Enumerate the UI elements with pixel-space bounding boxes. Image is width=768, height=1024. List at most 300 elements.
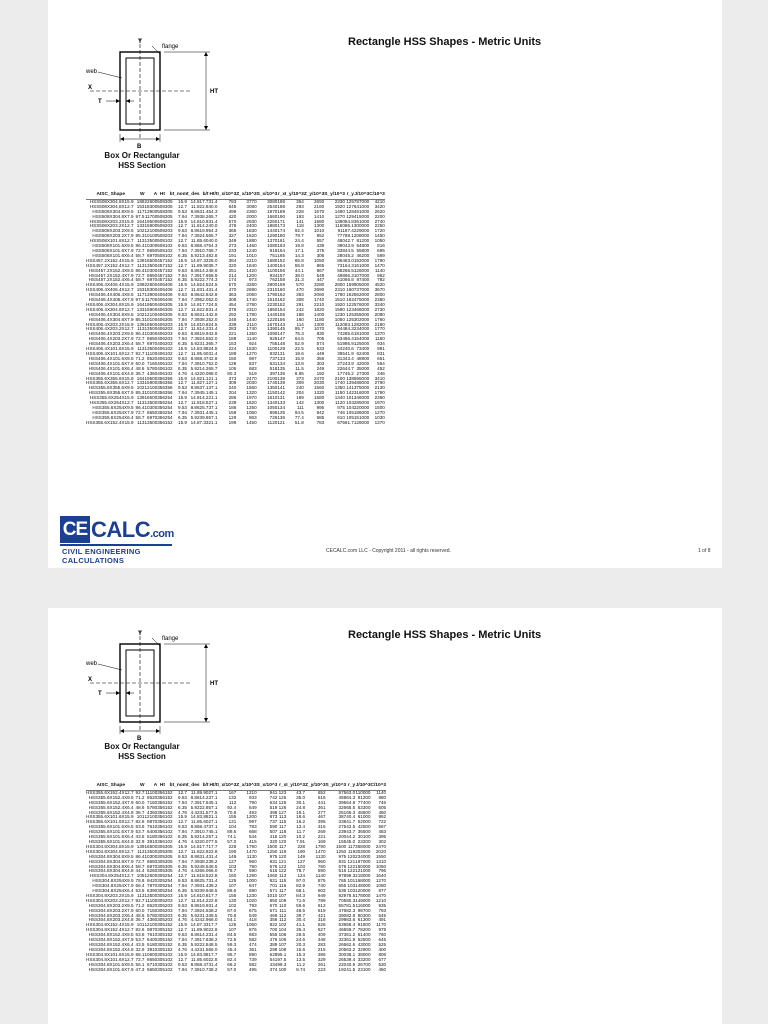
table-cell: 135	[277, 365, 286, 371]
table-cell: 4.42	[190, 946, 200, 952]
table-cell: 190	[228, 848, 237, 854]
table-cell: 18.5	[199, 873, 209, 879]
table-cell: 242	[296, 306, 304, 312]
table-cell: 356	[157, 814, 165, 820]
table-cell: 4210	[374, 198, 385, 204]
table-cell: 14.2	[199, 267, 209, 273]
table-cell: 63.0	[344, 257, 354, 263]
table-cell: 1560	[246, 385, 257, 391]
table-cell: 8.86	[190, 794, 200, 800]
table-cell: 2060	[246, 292, 257, 298]
table-cell: 508	[157, 243, 165, 249]
table-cell: 755	[269, 341, 278, 347]
table-cell: 152	[164, 419, 173, 425]
table-cell: 4.76	[178, 868, 187, 874]
table-cell: 77.5	[208, 838, 218, 844]
table-cell: 7.94	[178, 883, 187, 889]
table-cell: 305	[157, 902, 165, 908]
table-cell: 119	[278, 848, 287, 854]
table-cell: 27.1	[208, 380, 218, 386]
table-cell: 44.5	[344, 247, 354, 253]
table-cell: 475000	[353, 297, 370, 303]
document-page-1	[48, 0, 722, 568]
table-cell: 165	[277, 252, 286, 258]
table-cell: 12.7	[178, 326, 187, 332]
table-cell: 48900	[356, 355, 370, 361]
table-cell: 300000	[353, 223, 370, 229]
table-cell: 37.1	[208, 404, 218, 410]
table-cell: 65.7	[208, 365, 218, 371]
table-cell: 80300	[357, 912, 371, 918]
table-cell: 12.7	[178, 819, 187, 825]
table-cell: 152	[164, 922, 173, 928]
table-cell: 1790	[246, 843, 257, 849]
table-cell: 113	[278, 814, 287, 820]
table-cell: 421	[317, 912, 326, 918]
table-cell: 84.5	[227, 932, 237, 938]
table-cell: 20.3	[296, 942, 306, 947]
table-cell: 63.0	[346, 789, 356, 795]
table-cell: 161000	[353, 262, 370, 268]
table-cell: 4520	[374, 282, 385, 288]
table-cell: 2790	[374, 380, 385, 386]
table-cell: 962	[377, 272, 385, 278]
table-cell: 126000	[353, 267, 370, 273]
table-cell: 1150	[374, 336, 385, 342]
table-cell: 103	[347, 883, 356, 889]
table-cell: 12.7	[178, 873, 187, 879]
table-cell: 220000	[353, 404, 370, 410]
table-cell: 120	[278, 853, 287, 859]
table-cell: 43.4	[344, 355, 354, 361]
table-cell: 1510	[267, 297, 278, 303]
table-cell: 751	[269, 252, 278, 258]
shape-designation-cell: HSS355.6X355.6X9.5	[88, 385, 134, 391]
table-cell: 178000	[355, 892, 371, 898]
table-cell: 162	[277, 297, 286, 303]
table-cell: 2470	[314, 375, 325, 381]
table-cell: 131	[277, 351, 286, 356]
table-cell: 1610	[267, 395, 278, 401]
table-cell: 574	[316, 341, 325, 347]
table-cell: 385	[337, 351, 345, 356]
table-cell: 53.6	[135, 888, 145, 894]
table-cell: 1100	[267, 267, 278, 273]
table-cell: 122	[347, 868, 356, 874]
shape-designation-cell: HSS355.6X101.6X9.5	[88, 824, 134, 830]
table-cell: 55800	[356, 247, 370, 253]
shape-designation-cell: HSS304.8X254X7.9	[92, 883, 134, 889]
table-cell: 918	[269, 247, 278, 253]
table-cell: 102	[164, 966, 173, 972]
table-cell: 189	[228, 351, 237, 356]
table-cell: 169	[317, 838, 326, 844]
table-cell: 52.9	[294, 341, 304, 347]
table-cell: 2360	[374, 297, 385, 303]
table-cell: 406	[164, 297, 173, 303]
table-cell: 152	[277, 301, 286, 307]
table-cell: 31.3	[199, 341, 209, 347]
column-header: W	[136, 784, 145, 790]
table-cell: 273	[228, 243, 237, 249]
table-cell: 78.7	[294, 233, 304, 239]
table-cell: 356	[157, 809, 165, 815]
table-cell: 539	[338, 922, 347, 928]
table-cell: 65.7	[208, 213, 218, 219]
table-cell: 65.7	[208, 247, 218, 253]
table-cell: 390	[337, 243, 345, 249]
table-cell: 95.7	[294, 326, 304, 332]
shape-designation-cell: HSS355.6X101.6X4.8	[88, 838, 134, 844]
table-cell: 74.3	[208, 277, 218, 283]
table-cell: 78.5	[346, 892, 356, 898]
table-cell: 1740	[246, 326, 257, 332]
table-cell: 11.8	[190, 789, 200, 795]
table-cell: 154	[277, 306, 286, 312]
table-cell: 186000	[353, 409, 370, 415]
table-cell: 457	[157, 262, 165, 268]
table-cell: 1200	[246, 814, 257, 820]
hss-section-diagram	[82, 628, 232, 740]
shape-designation-cell: HSS406.4X304.8X7.9	[88, 316, 134, 322]
table-cell: 8.47	[199, 355, 209, 361]
table-cell: 2100	[334, 375, 345, 381]
table-row	[86, 421, 385, 426]
table-cell: 349	[228, 238, 237, 244]
table-cell: 1010	[314, 228, 325, 234]
table-cell: 1580	[314, 218, 325, 224]
table-cell: 99.3	[346, 873, 356, 879]
table-cell: 8.86	[190, 228, 200, 234]
table-cell: 2210	[314, 301, 325, 307]
table-cell: 316000	[353, 390, 370, 396]
table-cell: 42000	[356, 360, 370, 366]
table-cell: 305	[157, 937, 165, 943]
table-cell: 92.7	[135, 351, 145, 356]
table-cell: 228	[228, 843, 237, 849]
table-cell: 120	[347, 853, 356, 859]
table-cell: 119	[347, 848, 356, 854]
table-cell: 22.8	[208, 873, 218, 879]
table-cell: 9.53	[178, 243, 187, 249]
table-cell: 1770	[374, 326, 385, 332]
table-cell: 22.8	[199, 203, 209, 209]
table-cell: 38.2	[208, 937, 218, 943]
table-cell: 470	[228, 287, 237, 293]
table-cell: 7.39	[190, 360, 200, 366]
table-cell: 234000	[355, 853, 371, 859]
table-cell: 30100	[357, 834, 371, 840]
table-cell: 582	[248, 961, 257, 967]
table-cell: 406	[157, 355, 165, 361]
shape-designation-cell: HSS508X304.8X15.9	[89, 198, 134, 204]
table-cell: 12.7	[178, 927, 187, 933]
table-cell: 11.8	[190, 873, 200, 879]
table-cell: 223	[317, 966, 326, 972]
table-cell: 865	[316, 262, 325, 268]
table-cell: 11.8	[190, 897, 200, 903]
table-cell: 12.7	[178, 351, 187, 356]
table-cell: 8.86	[190, 853, 200, 859]
table-cell: 88.0	[208, 370, 218, 376]
column-header: t_des	[187, 193, 200, 199]
table-cell: 541	[269, 956, 278, 962]
table-cell: 23100	[357, 966, 371, 972]
table-cell: 149	[297, 853, 306, 859]
table-cell: 31.4	[208, 218, 218, 224]
table-cell: 406	[157, 326, 165, 332]
table-cell: 113	[278, 873, 287, 879]
table-cell: 668	[248, 829, 257, 835]
table-cell: 1120	[267, 419, 278, 425]
table-cell: 570	[228, 218, 237, 224]
table-cell: 40.6	[344, 346, 354, 352]
shape-designation-cell: HSS355.6X254X9.5	[92, 404, 134, 410]
table-cell: 125	[346, 311, 354, 317]
cecalc-logo[interactable]	[60, 516, 172, 566]
table-cell: 117	[278, 888, 287, 894]
table-cell: 57.1	[208, 414, 218, 420]
table-cell: 7.39	[190, 829, 200, 835]
table-cell: 9.53	[178, 932, 187, 938]
table-cell: 6.35	[178, 365, 187, 371]
table-cell: 361	[317, 804, 326, 810]
column-header: t_nom	[173, 193, 187, 199]
table-cell: 11700	[144, 213, 158, 219]
table-cell: 305	[164, 311, 173, 317]
table-cell: 508	[157, 198, 165, 204]
table-cell: 582	[248, 937, 257, 943]
table-cell: 104	[278, 927, 287, 933]
table-cell: 41.5	[346, 966, 356, 972]
table-cell: 31.5	[199, 946, 209, 952]
table-cell: 111	[279, 907, 287, 913]
table-cell: 86.4	[135, 331, 145, 337]
table-cell: 356	[157, 409, 165, 415]
table-cell: 156	[277, 267, 286, 273]
table-cell: 154	[277, 262, 286, 268]
table-cell: 9.53	[178, 385, 187, 391]
column-header: Z_y/10^3	[305, 784, 325, 790]
table-cell: 19.9	[199, 228, 209, 234]
table-cell: 12.7	[178, 380, 187, 386]
table-cell: 22.8	[208, 848, 218, 854]
shape-designation-cell: HSS355.6X101.6X12.7	[86, 819, 134, 825]
table-cell: 2110	[246, 321, 257, 327]
table-cell: 8.86	[190, 878, 200, 884]
table-cell: 16500	[144, 843, 158, 849]
table-cell: 101	[347, 878, 356, 884]
table-cell: 13.4	[199, 252, 209, 258]
table-cell: 567	[378, 824, 387, 830]
table-cell: 2130	[374, 385, 385, 391]
table-cell: 24.4	[294, 238, 304, 244]
table-cell: 104	[346, 404, 354, 410]
table-cell: 18300	[144, 287, 158, 293]
shape-designation-cell: HSS304.8X304.8X9.5	[88, 853, 134, 859]
table-cell: 987	[248, 355, 257, 361]
table-cell: 152	[164, 789, 173, 795]
shape-designation-cell: HSS304.8X203.2X15.9	[86, 892, 134, 898]
table-cell: 737	[269, 819, 278, 825]
table-cell: 7160	[147, 907, 158, 913]
table-cell: 116000	[355, 902, 371, 908]
table-cell: 14.2	[199, 395, 209, 401]
table-cell: 11.8	[190, 819, 200, 825]
table-cell: 133	[277, 400, 286, 406]
table-cell: 142	[296, 400, 304, 406]
table-cell: 9.90	[199, 262, 209, 268]
table-cell: 1050	[334, 316, 345, 322]
table-cell: 1090	[267, 331, 278, 337]
table-cell: 875	[337, 404, 345, 410]
table-cell: 13500	[144, 892, 158, 898]
table-cell: 11.2	[296, 961, 306, 967]
table-cell: 152	[164, 257, 173, 263]
table-cell: 10300	[144, 331, 158, 337]
table-cell: 152	[164, 946, 173, 952]
table-cell: 106	[278, 937, 287, 943]
table-cell: 1270	[374, 409, 385, 415]
table-cell: 188	[296, 311, 304, 317]
column-header: C/10^3	[371, 784, 387, 790]
table-cell: 6.35	[178, 341, 187, 347]
table-cell: 508	[157, 247, 165, 253]
table-cell: 155	[228, 892, 237, 898]
column-header: I_y/10^3	[286, 784, 305, 790]
table-cell: 7610	[147, 932, 158, 938]
shape-designation-cell: HSS406.4X101.6X9.5	[88, 355, 134, 361]
table-cell: 5180	[147, 834, 158, 840]
table-cell: 31.4	[208, 326, 218, 332]
table-cell: 468000	[353, 306, 370, 312]
table-cell: 1530	[246, 346, 257, 352]
table-cell: 66.0	[199, 868, 209, 874]
table-cell: 780	[317, 863, 326, 869]
table-cell: 602	[317, 888, 326, 894]
table-cell: 7.94	[178, 858, 187, 864]
table-cell: 2020	[375, 848, 387, 854]
table-cell: 308	[228, 297, 237, 303]
shape-designation-cell: HSS304.8X152.4X9.5	[88, 932, 134, 938]
table-cell: 1370	[267, 238, 278, 244]
shape-designation-cell: HSS355.6X254X7.9	[92, 409, 134, 415]
table-cell: 64800	[356, 243, 370, 249]
table-cell: 24.5	[199, 336, 209, 342]
table-cell: 2690	[314, 287, 325, 293]
table-cell: 283	[317, 942, 326, 947]
table-cell: 1470	[246, 848, 257, 854]
table-cell: 1880	[246, 238, 257, 244]
table-cell: 17.6	[199, 272, 209, 278]
table-cell: 7.39	[190, 799, 200, 805]
table-cell: 1300	[314, 321, 325, 327]
table-cell: 655	[338, 883, 347, 889]
table-cell: 43.5	[135, 834, 145, 840]
table-cell: 5780	[147, 365, 158, 371]
table-cell: 121	[277, 419, 286, 425]
table-cell: 499	[228, 208, 237, 214]
shape-designation-cell: HSS457.2X152.4X9.5	[88, 267, 134, 273]
table-cell: 102	[136, 228, 145, 234]
table-cell: 3670	[374, 287, 385, 293]
table-cell: 43.7	[296, 789, 306, 795]
table-cell: 1210	[246, 789, 257, 795]
table-cell: 1790	[374, 257, 385, 263]
table-cell: 406	[157, 301, 165, 307]
table-cell: 71.2	[135, 902, 145, 908]
table-cell: 25.7	[199, 404, 209, 410]
table-cell: 7.39	[190, 937, 200, 943]
table-cell: 14.8	[190, 282, 200, 288]
table-cell: 38.2	[208, 883, 218, 889]
table-cell: 305	[157, 917, 165, 923]
table-cell: 11.8	[190, 351, 200, 356]
table-cell: 39.4	[346, 956, 356, 962]
table-cell: 71.2	[135, 355, 145, 361]
table-cell: 384	[228, 257, 237, 263]
table-cell: 66.0	[208, 946, 218, 952]
table-cell: 831	[338, 858, 347, 864]
table-cell: 875	[317, 878, 326, 884]
table-cell: 305	[164, 213, 173, 219]
table-cell: 102	[228, 902, 237, 908]
table-cell: 519	[269, 804, 278, 810]
table-cell: 978	[338, 873, 347, 879]
table-cell: 829	[338, 892, 347, 898]
table-cell: 84.8	[344, 218, 354, 224]
table-cell: 173	[277, 223, 286, 229]
table-cell: 1640	[375, 873, 387, 879]
table-cell: 12100	[144, 311, 158, 317]
table-cell: 390	[338, 912, 347, 918]
table-cell: 78.8	[135, 878, 145, 884]
table-cell: 98700	[357, 907, 371, 913]
table-cell: 576000	[353, 301, 370, 307]
table-cell: 72.7	[135, 247, 145, 253]
table-cell: 39.9	[199, 888, 209, 894]
table-cell: 8.86	[190, 932, 200, 938]
table-cell: 356	[164, 390, 173, 396]
table-cell: 1140	[376, 789, 387, 795]
table-cell: 5.92	[190, 804, 200, 810]
table-cell: 13500	[144, 262, 158, 268]
table-cell: 12100	[144, 385, 158, 391]
table-cell: 355000	[353, 311, 370, 317]
table-cell: 126	[278, 804, 287, 810]
table-cell: 7160	[147, 799, 158, 805]
table-cell: 476	[228, 223, 237, 229]
table-cell: 52000	[357, 819, 371, 825]
table-cell: 305	[157, 966, 165, 972]
table-cell: 1670	[267, 321, 278, 327]
table-cell: 459	[338, 794, 347, 800]
table-cell: 133	[136, 380, 145, 386]
table-cell: 15.9	[178, 951, 187, 957]
table-cell: 9.53	[178, 267, 187, 273]
table-cell: 595000	[353, 375, 370, 381]
table-cell: 313	[337, 355, 345, 361]
table-cell: 129	[277, 346, 286, 352]
table-cell: 31.4	[208, 198, 218, 204]
table-cell: 374	[269, 966, 278, 972]
table-cell: 10300	[144, 243, 158, 249]
table-cell: 102	[164, 247, 173, 253]
table-cell: 15.9	[178, 375, 187, 381]
table-cell: 1500	[374, 404, 385, 410]
table-cell: 220	[338, 961, 347, 967]
table-cell: 6710	[147, 961, 158, 967]
